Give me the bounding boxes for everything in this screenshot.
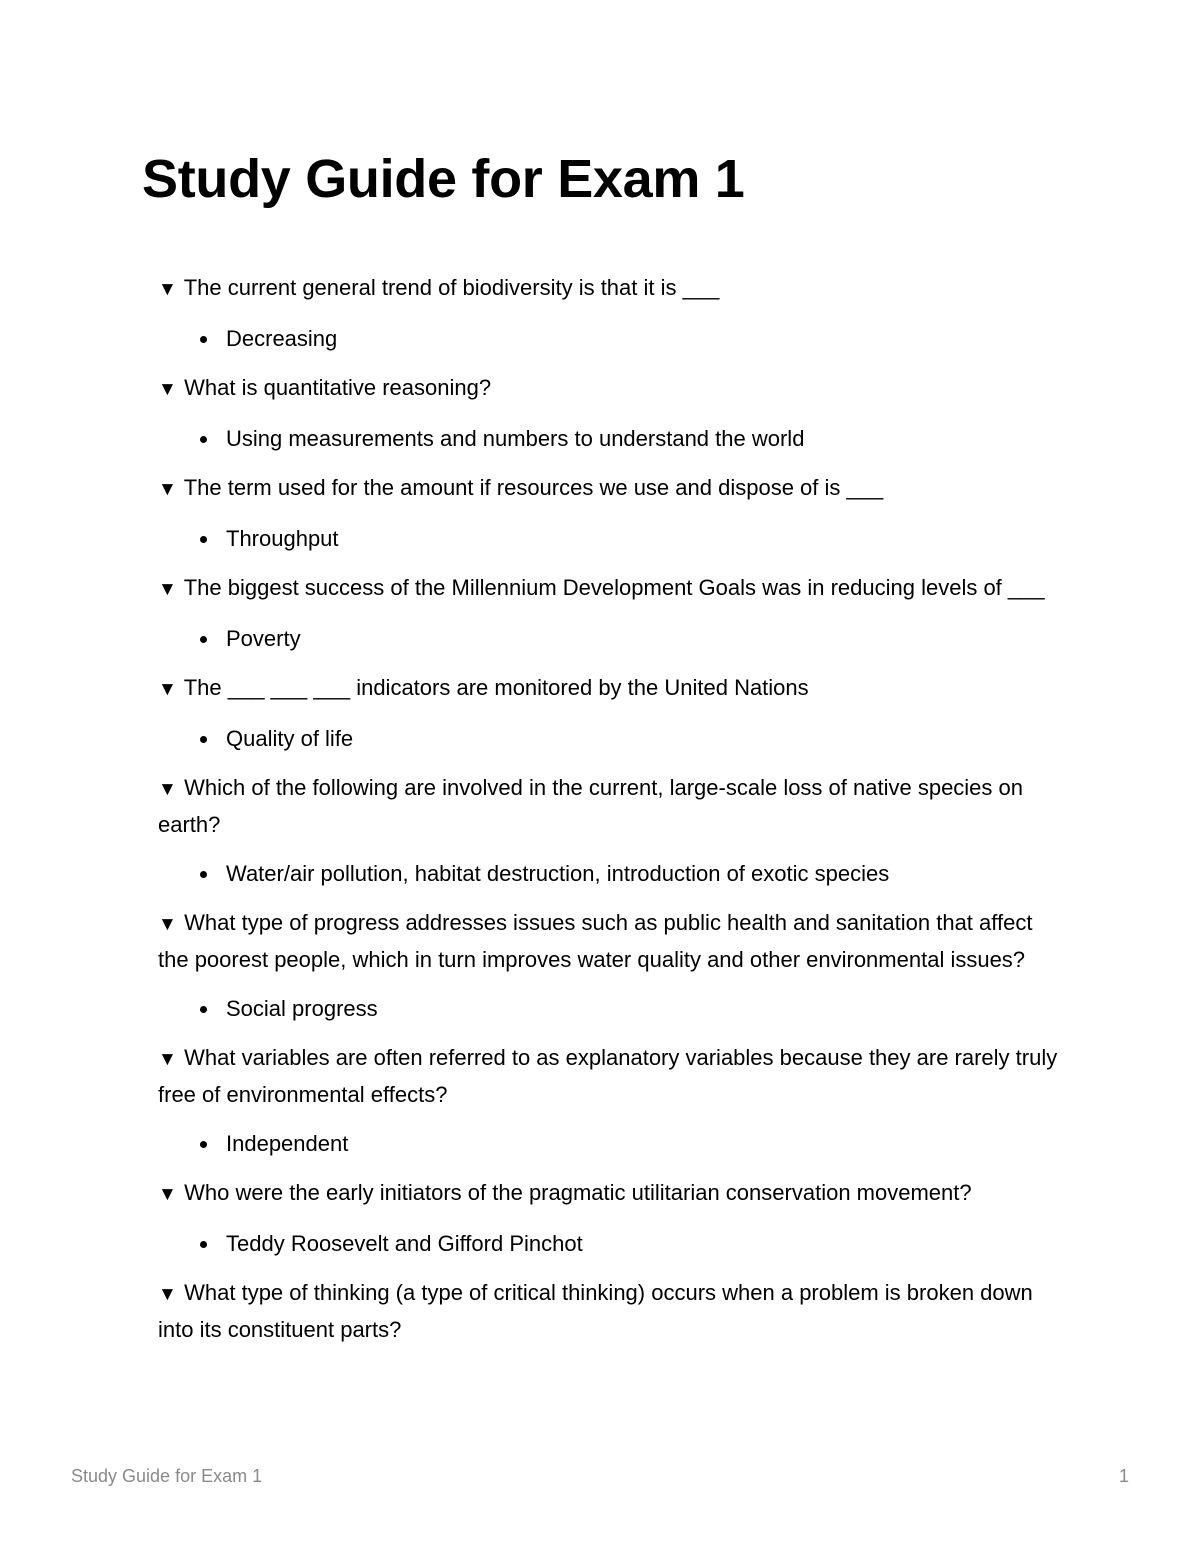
answer-item: Decreasing (198, 321, 1068, 356)
question-text: The current general trend of biodiversity is that it is ___ (183, 275, 720, 300)
question-text: Which of the following are involved in the current, large-scale loss of native species on earth? (158, 775, 1024, 837)
question[interactable] (158, 905, 1068, 977)
answer-item: Using measurements and numbers to understand the world (198, 421, 1068, 456)
triangle-down-icon[interactable]: ▼ (158, 479, 177, 500)
footer-title: Study Guide for Exam 1 (71, 1466, 263, 1486)
question[interactable] (158, 670, 1068, 707)
answer-list (158, 1126, 1068, 1161)
answer-item: Poverty (198, 621, 1068, 656)
question[interactable] (158, 770, 1068, 842)
toggle-block[interactable] (158, 470, 1068, 556)
triangle-down-icon[interactable]: ▼ (158, 1049, 177, 1070)
answer-list (158, 856, 1068, 891)
question-text: Who were the early initiators of the pragmatic utilitarian conservation movement? (184, 1180, 972, 1205)
triangle-down-icon[interactable]: ▼ (158, 379, 177, 400)
triangle-down-icon[interactable]: ▼ (158, 1284, 177, 1305)
triangle-down-icon[interactable]: ▼ (158, 579, 177, 600)
answer-list (158, 991, 1068, 1026)
page-number: 1 (1118, 1466, 1129, 1486)
question[interactable] (158, 1040, 1068, 1112)
page-title: Study Guide for Exam 1 (142, 149, 745, 209)
answer-item: Independent (198, 1126, 1068, 1161)
answer-item: Teddy Roosevelt and Gifford Pinchot (198, 1226, 1068, 1261)
answer-list (158, 1226, 1068, 1261)
question-text: The biggest success of the Millennium Development Goals was in reducing levels of ___ (183, 575, 1045, 600)
question-text: The ___ ___ ___ indicators are monitored by the United Nations (183, 675, 809, 700)
answer-item: Quality of life (198, 721, 1068, 756)
answer-item: Social progress (198, 991, 1068, 1026)
question[interactable] (158, 470, 1068, 507)
question[interactable] (158, 1175, 1068, 1212)
toggle-block[interactable] (158, 1040, 1068, 1161)
answer-list (158, 721, 1068, 756)
question[interactable] (158, 570, 1068, 607)
question[interactable] (158, 370, 1068, 407)
question-list (158, 270, 1068, 1347)
toggle-block[interactable] (158, 270, 1068, 356)
question-text: What is quantitative reasoning? (184, 375, 492, 400)
triangle-down-icon[interactable]: ▼ (158, 779, 177, 800)
triangle-down-icon[interactable]: ▼ (158, 679, 177, 700)
question-text: What type of thinking (a type of critical thinking) occurs when a problem is broken down into its constituent parts? (158, 1280, 1033, 1342)
question[interactable] (158, 1275, 1068, 1347)
toggle-block[interactable] (158, 1175, 1068, 1261)
toggle-block[interactable] (158, 370, 1068, 456)
answer-list (158, 621, 1068, 656)
answer-list (158, 521, 1068, 556)
toggle-block[interactable] (158, 1275, 1068, 1347)
answer-list (158, 321, 1068, 356)
triangle-down-icon[interactable]: ▼ (158, 279, 177, 300)
answer-item: Water/air pollution, habitat destruction, introduction of exotic species (198, 856, 1068, 891)
toggle-block[interactable] (158, 770, 1068, 891)
question-text: What variables are often referred to as explanatory variables because they are rarely truly free of environmental effects? (158, 1045, 1058, 1107)
answer-item: Throughput (198, 521, 1068, 556)
triangle-down-icon[interactable]: ▼ (158, 1184, 177, 1205)
answer-list (158, 421, 1068, 456)
question-text: What type of progress addresses issues such as public health and sanitation that affect the poorest people, which in turn improves water quality and other environmental issues? (158, 910, 1033, 972)
question[interactable] (158, 270, 1068, 307)
triangle-down-icon[interactable]: ▼ (158, 914, 177, 935)
toggle-block[interactable] (158, 670, 1068, 756)
toggle-block[interactable] (158, 905, 1068, 1026)
question-text: The term used for the amount if resources we use and dispose of is ___ (183, 475, 884, 500)
toggle-block[interactable] (158, 570, 1068, 656)
